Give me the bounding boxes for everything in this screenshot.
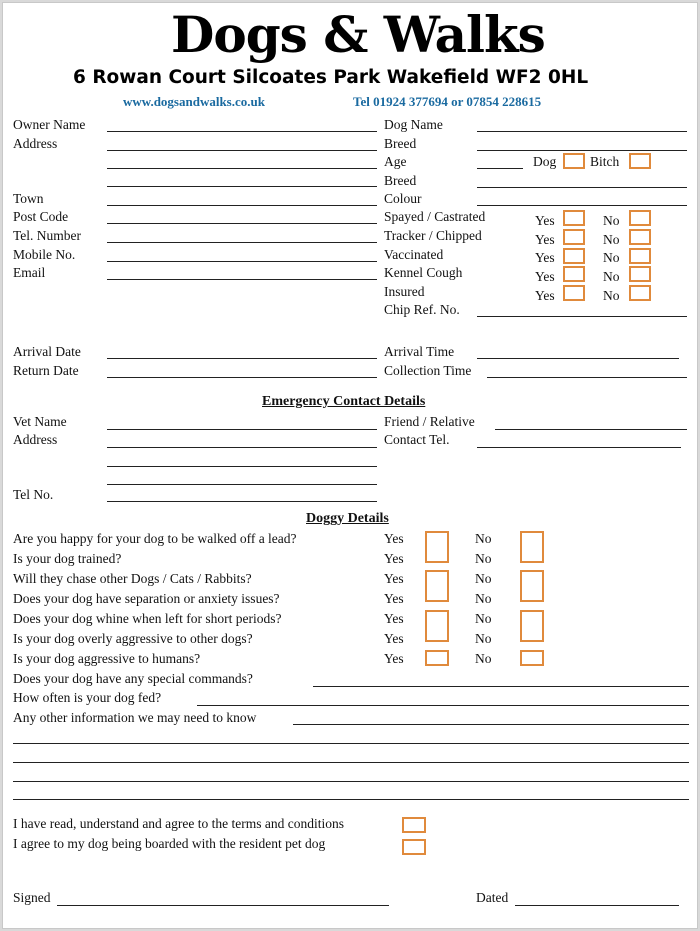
aggressive-dogs-yes-label: Yes xyxy=(384,631,404,646)
insured-yes-checkbox[interactable] xyxy=(563,285,585,301)
whine-yes-label: Yes xyxy=(384,611,404,626)
fed-label: How often is your dog fed? xyxy=(13,690,162,705)
vaccinated-label: Vaccinated xyxy=(384,247,444,262)
return-date-field[interactable] xyxy=(107,377,377,378)
tracker-no-checkbox[interactable] xyxy=(629,229,651,245)
kennel-no-checkbox[interactable] xyxy=(629,266,651,282)
question-chase: Will they chase other Dogs / Cats / Rabbits? xyxy=(13,571,252,586)
town-field[interactable] xyxy=(107,205,377,206)
colour-field[interactable] xyxy=(477,205,687,206)
email-label: Email xyxy=(13,265,46,280)
tracker-yes-checkbox[interactable] xyxy=(563,229,585,245)
question-whine: Does your dog whine when left for short periods? xyxy=(13,611,282,626)
question-anxiety: Does your dog have separation or anxiety issues? xyxy=(13,591,280,606)
other-info-field-5[interactable] xyxy=(13,799,689,800)
chase-yes-label: Yes xyxy=(384,571,404,586)
fed-field[interactable] xyxy=(197,705,689,706)
contact-tel-label: Contact Tel. xyxy=(384,432,450,447)
collection-time-label: Collection Time xyxy=(384,363,472,378)
special-commands-field[interactable] xyxy=(313,686,689,687)
arrival-date-label: Arrival Date xyxy=(13,344,81,359)
website-link[interactable]: www.dogsandwalks.co.uk xyxy=(123,94,265,109)
vaccinated-yes-label: Yes xyxy=(535,250,555,265)
contact-tel-field[interactable] xyxy=(477,447,681,448)
friend-relative-label: Friend / Relative xyxy=(384,414,475,429)
collection-time-field[interactable] xyxy=(487,377,687,378)
tel-number-label: Tel. Number xyxy=(13,228,82,243)
telephone-numbers: Tel 01924 377694 or 07854 228615 xyxy=(353,94,542,109)
address-field-2[interactable] xyxy=(107,168,377,169)
tracker-yes-label: Yes xyxy=(535,232,555,247)
whine-yes-checkbox[interactable] xyxy=(425,610,449,642)
return-date-label: Return Date xyxy=(13,363,79,378)
vaccinated-yes-checkbox[interactable] xyxy=(563,248,585,264)
spayed-no-checkbox[interactable] xyxy=(629,210,651,226)
business-address: 6 Rowan Court Silcoates Park Wakefield WF2 0HL xyxy=(73,67,589,88)
spayed-label: Spayed / Castrated xyxy=(384,209,486,224)
vet-tel-field[interactable] xyxy=(107,501,377,502)
arrival-time-field[interactable] xyxy=(477,358,679,359)
whine-no-label: No xyxy=(475,611,492,626)
vet-tel-label: Tel No. xyxy=(13,487,54,502)
trained-yes-label: Yes xyxy=(384,551,404,566)
chase-yes-checkbox[interactable] xyxy=(425,570,449,602)
email-field[interactable] xyxy=(107,279,377,280)
address-field-1[interactable] xyxy=(107,150,377,151)
terms-label: I have read, understand and agree to the terms and conditions xyxy=(13,816,345,831)
off-lead-yes-label: Yes xyxy=(384,531,404,546)
breed-label: Breed xyxy=(384,136,417,151)
bitch-label: Bitch xyxy=(590,154,620,169)
mobile-field[interactable] xyxy=(107,261,377,262)
question-aggressive-dogs: Is your dog overly aggressive to other dogs? xyxy=(13,631,253,646)
terms-checkbox[interactable] xyxy=(402,817,426,833)
owner-name-field[interactable] xyxy=(107,131,377,132)
aggressive-humans-no-label: No xyxy=(475,651,492,666)
emergency-heading: Emergency Contact Details xyxy=(262,394,426,409)
aggressive-humans-yes-checkbox[interactable] xyxy=(425,650,449,666)
arrival-time-label: Arrival Time xyxy=(384,344,455,359)
aggressive-dogs-no-label: No xyxy=(475,631,492,646)
insured-no-checkbox[interactable] xyxy=(629,285,651,301)
other-info-label: Any other information we may need to know xyxy=(13,710,257,725)
boarded-checkbox[interactable] xyxy=(402,839,426,855)
vaccinated-no-checkbox[interactable] xyxy=(629,248,651,264)
vet-address-field-1[interactable] xyxy=(107,447,377,448)
owner-name-label: Owner Name xyxy=(13,117,86,132)
address-field-3[interactable] xyxy=(107,186,377,187)
off-lead-no-label: No xyxy=(475,531,492,546)
bitch-checkbox[interactable] xyxy=(629,153,651,169)
spayed-yes-checkbox[interactable] xyxy=(563,210,585,226)
colour-label: Colour xyxy=(384,191,422,206)
chase-no-checkbox[interactable] xyxy=(520,570,544,602)
vet-name-label: Vet Name xyxy=(13,414,67,429)
address-label: Address xyxy=(13,136,58,151)
chip-ref-field[interactable] xyxy=(477,316,687,317)
tel-number-field[interactable] xyxy=(107,242,377,243)
vet-address-field-2[interactable] xyxy=(107,466,377,467)
kennel-yes-checkbox[interactable] xyxy=(563,266,585,282)
age-field[interactable] xyxy=(477,168,523,169)
kennel-no-label: No xyxy=(603,269,620,284)
dog-name-field[interactable] xyxy=(477,131,687,132)
post-code-label: Post Code xyxy=(13,209,69,224)
other-info-field-2[interactable] xyxy=(13,743,689,744)
dog-sex-checkbox[interactable] xyxy=(563,153,585,169)
insured-no-label: No xyxy=(603,288,620,303)
aggressive-humans-no-checkbox[interactable] xyxy=(520,650,544,666)
dog-sex-label: Dog xyxy=(533,154,557,169)
other-info-field-3[interactable] xyxy=(13,762,689,763)
insured-label: Insured xyxy=(384,284,425,299)
tracker-label: Tracker / Chipped xyxy=(384,228,482,243)
age-label: Age xyxy=(384,154,407,169)
friend-relative-field[interactable] xyxy=(495,429,687,430)
whine-no-checkbox[interactable] xyxy=(520,610,544,642)
mobile-label: Mobile No. xyxy=(13,247,76,262)
aggressive-humans-yes-label: Yes xyxy=(384,651,404,666)
other-info-field-4[interactable] xyxy=(13,781,689,782)
vet-address-label: Address xyxy=(13,432,58,447)
question-off-lead: Are you happy for your dog to be walked off a lead? xyxy=(13,531,297,546)
dog-name-label: Dog Name xyxy=(384,117,443,132)
doggy-heading: Doggy Details xyxy=(306,511,389,526)
other-info-field-1[interactable] xyxy=(293,724,689,725)
insured-yes-label: Yes xyxy=(535,288,555,303)
town-label: Town xyxy=(13,191,44,206)
breed2-label: Breed xyxy=(384,173,417,188)
arrival-date-field[interactable] xyxy=(107,358,377,359)
trained-no-label: No xyxy=(475,551,492,566)
spayed-yes-label: Yes xyxy=(535,213,555,228)
vet-address-field-3[interactable] xyxy=(107,484,377,485)
chase-no-label: No xyxy=(475,571,492,586)
kennel-cough-label: Kennel Cough xyxy=(384,265,463,280)
kennel-yes-label: Yes xyxy=(535,269,555,284)
anxiety-yes-label: Yes xyxy=(384,591,404,606)
question-aggressive-humans: Is your dog aggressive to humans? xyxy=(13,651,201,666)
anxiety-no-label: No xyxy=(475,591,492,606)
special-commands-label: Does your dog have any special commands? xyxy=(13,671,253,686)
question-trained: Is your dog trained? xyxy=(13,551,122,566)
signed-label: Signed xyxy=(13,890,51,905)
chip-ref-label: Chip Ref. No. xyxy=(384,302,460,317)
post-code-field[interactable] xyxy=(107,223,377,224)
form-title: Dogs & Walks xyxy=(171,5,545,64)
date-field[interactable] xyxy=(515,905,679,906)
off-lead-no-checkbox[interactable] xyxy=(520,531,544,563)
dated-label: Dated xyxy=(476,890,509,905)
boarded-label: I agree to my dog being boarded with the resident pet dog xyxy=(13,836,326,851)
signature-field[interactable] xyxy=(57,905,389,906)
breed-field[interactable] xyxy=(477,150,687,151)
tracker-no-label: No xyxy=(603,232,620,247)
breed2-field[interactable] xyxy=(477,187,687,188)
form-page xyxy=(2,2,698,929)
vaccinated-no-label: No xyxy=(603,250,620,265)
off-lead-yes-checkbox[interactable] xyxy=(425,531,449,563)
spayed-no-label: No xyxy=(603,213,620,228)
vet-name-field[interactable] xyxy=(107,429,377,430)
